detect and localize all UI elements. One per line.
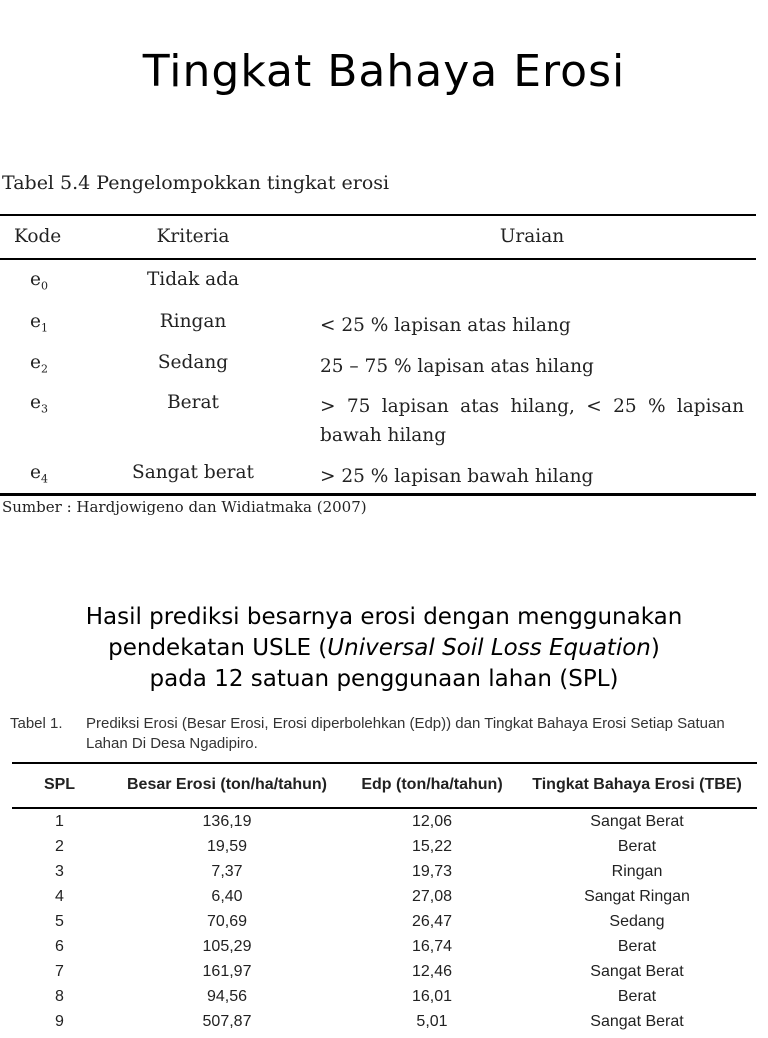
tbe-cell: Sangat Ringan: [584, 888, 690, 905]
kriteria-cell: Tidak ada: [146, 269, 240, 290]
table-row: [12, 838, 757, 863]
spl-cell: 5: [55, 913, 64, 930]
tbe-cell: Berat: [617, 988, 657, 1005]
spl-cell: 4: [55, 888, 64, 905]
kriteria-cell: Ringan: [159, 311, 227, 332]
besar-erosi-cell: 105,29: [202, 938, 252, 955]
tbe-cell: Ringan: [611, 863, 663, 880]
kode-cell: $e_4$: [30, 462, 48, 486]
besar-erosi-cell: 19,59: [206, 838, 248, 855]
table-row: [12, 813, 757, 838]
table-row: [12, 1013, 757, 1038]
edp-cell: 27,08: [411, 888, 453, 905]
section-subtitle: [0, 602, 768, 695]
header-kode: Kode: [14, 226, 62, 247]
table-row: [12, 863, 757, 888]
table-top-rule: [0, 214, 756, 216]
edp-cell: 15,22: [411, 838, 453, 855]
edp-cell: 16,74: [411, 938, 453, 955]
besar-erosi-cell: 136,19: [202, 813, 252, 830]
caption-text: Prediksi Erosi (Besar Erosi, Erosi diperbolehkan (Edp)) dan Tingkat Bahaya Erosi Setiap Satuan Lahan Di Desa Ngadipiro.: [86, 715, 725, 752]
spl-cell: 8: [55, 988, 64, 1005]
table-row: [12, 938, 757, 963]
kode-cell: $e_3$: [30, 392, 48, 416]
header-kriteria: Kriteria: [156, 226, 230, 247]
spl-cell: 6: [55, 938, 64, 955]
edp-cell: 5,01: [416, 1013, 448, 1030]
kode-cell: $e_1$: [30, 311, 48, 335]
tbe-cell: Sangat Berat: [590, 813, 684, 830]
header-spl: SPL: [43, 776, 76, 793]
kode-cell: $e_2$: [30, 352, 48, 376]
edp-cell: 12,46: [411, 963, 453, 980]
subtitle-line-1: Hasil prediksi besarnya erosi dengan menggunakan: [85, 604, 683, 630]
kriteria-cell: Sedang: [157, 352, 229, 373]
uraian-cell: < 25 % lapisan atas hilang: [320, 315, 571, 336]
spl-cell: 1: [55, 813, 64, 830]
spl-cell: 2: [55, 838, 64, 855]
kode-cell: $e_0$: [30, 269, 48, 293]
table-row: [12, 988, 757, 1013]
table-row: [12, 913, 757, 938]
tbe-cell: Sedang: [609, 913, 665, 930]
header-tbe: Tingkat Bahaya Erosi (TBE): [532, 776, 742, 793]
table-row: [12, 888, 757, 913]
header-besar-erosi: Besar Erosi (ton/ha/tahun): [126, 776, 328, 793]
spl-cell: 3: [55, 863, 64, 880]
header-edp: Edp (ton/ha/tahun): [361, 776, 503, 793]
besar-erosi-cell: 161,97: [202, 963, 252, 980]
besar-erosi-cell: 70,69: [206, 913, 248, 930]
subtitle-line-2: pendekatan USLE (Universal Soil Loss Equation): [108, 635, 660, 661]
tbe-cell: Sangat Berat: [590, 963, 684, 980]
table-top-rule: [12, 762, 757, 764]
besar-erosi-cell: 94,56: [206, 988, 248, 1005]
table-header-rule: [12, 807, 757, 809]
besar-erosi-cell: 6,40: [211, 888, 243, 905]
uraian-cell: > 25 % lapisan bawah hilang: [320, 466, 594, 487]
kriteria-cell: Sangat berat: [132, 462, 254, 483]
table-row: [12, 963, 757, 988]
besar-erosi-cell: 507,87: [202, 1013, 252, 1030]
table-header-rule: [0, 258, 756, 260]
caption-label: Tabel 1.: [10, 715, 63, 732]
tbe-cell: Berat: [617, 938, 657, 955]
table-bottom-rule: [0, 493, 756, 496]
table-caption: Tabel 5.4 Pengelompokkan tingkat erosi: [2, 172, 390, 194]
subtitle-line-3: pada 12 satuan penggunaan lahan (SPL): [149, 666, 619, 692]
spl-cell: 9: [55, 1013, 64, 1030]
slide-title: Tingkat Bahaya Erosi: [142, 46, 626, 97]
edp-cell: 16,01: [411, 988, 453, 1005]
tbe-cell: Berat: [617, 838, 657, 855]
table-source: Sumber : Hardjowigeno dan Widiatmaka (2007): [2, 498, 367, 516]
uraian-cell: > 75 lapisan atas hilang, < 25 % lapisan bawah hilang: [320, 396, 744, 446]
tbe-cell: Sangat Berat: [590, 1013, 684, 1030]
edp-cell: 19,73: [411, 863, 453, 880]
kriteria-cell: Berat: [167, 392, 219, 413]
besar-erosi-cell: 7,37: [211, 863, 243, 880]
uraian-cell: 25 – 75 % lapisan atas hilang: [320, 356, 594, 377]
header-uraian: Uraian: [499, 226, 565, 247]
spl-cell: 7: [55, 963, 64, 980]
edp-cell: 26,47: [411, 913, 453, 930]
edp-cell: 12,06: [411, 813, 453, 830]
